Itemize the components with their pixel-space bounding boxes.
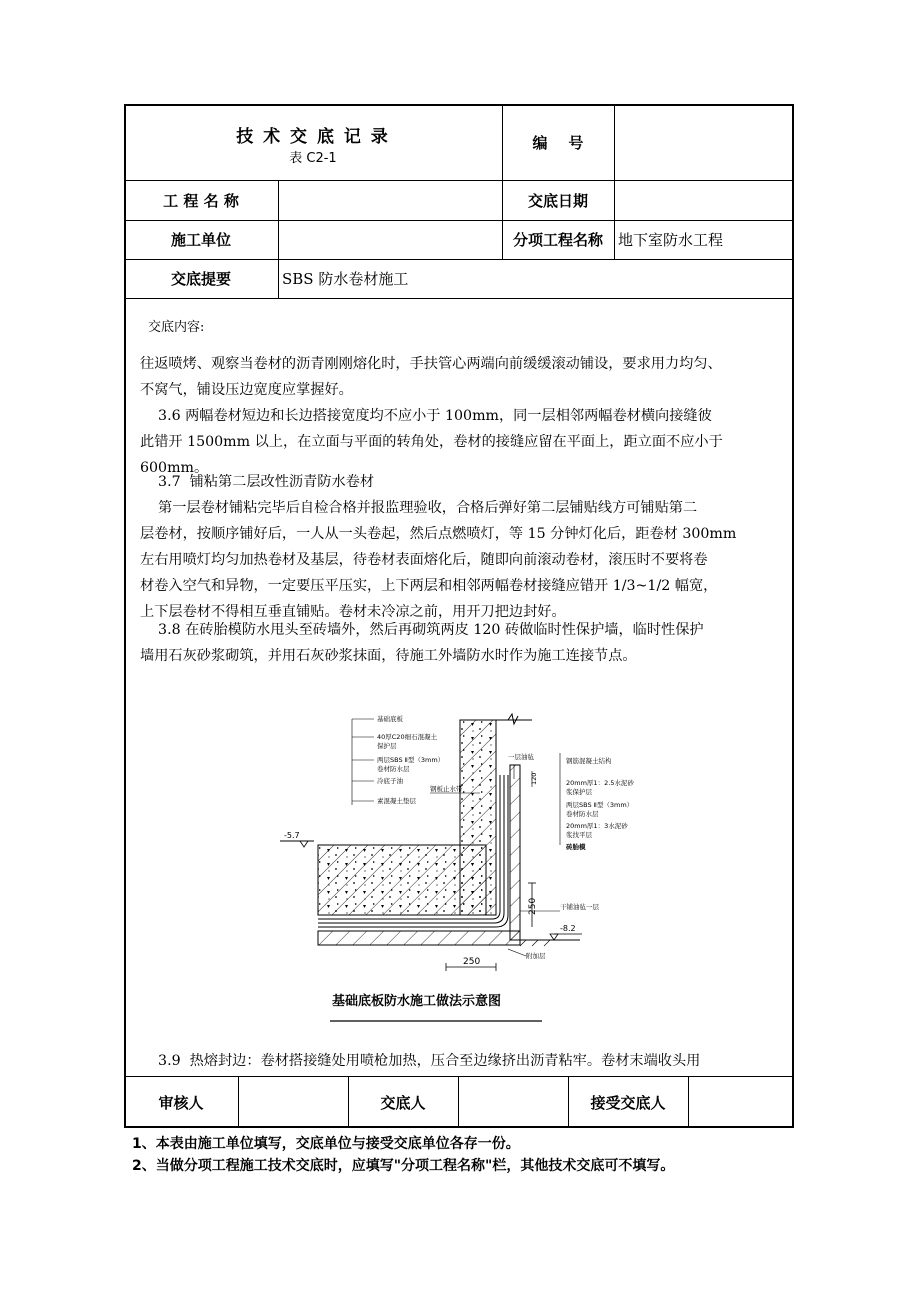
svg-text:保护层: 保护层 [377,742,397,750]
svg-text:砖胎模: 砖胎模 [566,843,586,851]
figure-caption: 基础底板防水施工做法示意图 [332,994,502,1009]
presenter-field[interactable] [458,1076,568,1128]
content-line: 往返喷烤、观察当卷材的沥青刚刚熔化时，手扶管心两端向前缓缓滚动铺设，要求用力均匀、 [140,356,722,372]
content-line: 不窝气，铺设压边宽度应掌握好。 [140,382,353,398]
svg-text:120: 120 [530,772,538,785]
svg-text:卷材防水层: 卷材防水层 [377,765,410,773]
footer-note: 1、本表由施工单位填写，交底单位与接受交底单位各存一份。 [132,1136,520,1152]
elev-top-text: -5.7 [284,831,300,840]
reviewer-field[interactable] [238,1076,348,1128]
svg-text:干铺油毡一层: 干铺油毡一层 [560,903,599,911]
project-name-field[interactable] [278,180,502,220]
project-name-label: 工 程 名 称 [163,191,239,210]
form-code: 表 C2-1 [289,151,337,166]
summary-label: 交底提要 [170,270,231,288]
svg-text:浆找平层: 浆找平层 [566,831,592,839]
elevation-marker-bottom [550,924,582,940]
number-label: 编 号 [532,133,584,152]
svg-text:卷材防水层: 卷材防水层 [566,810,599,818]
svg-text:20mm厚1：2.5水泥砂: 20mm厚1：2.5水泥砂 [566,779,634,787]
content-line: 此错开 1500mm 以上，在立面与平面的转角处，卷材的接缝应留在平面上，距立面不应小于 [140,434,723,450]
svg-text:20mm厚1：3水泥砂: 20mm厚1：3水泥砂 [566,822,628,830]
receiver-field[interactable] [688,1076,794,1128]
form-title: 技 术 交 底 记 录 [236,127,390,147]
brick-mold [510,765,520,940]
row-divider [124,298,794,299]
svg-text:250: 250 [528,897,538,915]
footer-note: 2、当做分项工程施工技术交底时，应填写"分项工程名称"栏，其他技术交底可不填写。 [132,1158,675,1174]
svg-text:基础底板: 基础底板 [377,715,403,723]
svg-text:250: 250 [463,957,481,967]
svg-text:-8.2: -8.2 [560,924,576,933]
svg-text:一层油毡: 一层油毡 [508,753,534,761]
svg-text:两层SBS Ⅱ型（3mm）: 两层SBS Ⅱ型（3mm） [377,756,445,764]
date-field[interactable] [614,180,794,220]
content-line: 600mm。 [140,460,209,476]
contractor-field[interactable] [278,220,502,259]
content-line: 3.9 热熔封边：卷材搭接缝处用喷枪加热，压合至边缘挤出沥青粘牢。卷材末端收头用 [140,1053,701,1069]
content-line: 墙用石灰砂浆砌筑，并用石灰砂浆抹面，待施工外墙防水时作为施工连接节点。 [140,648,637,664]
date-label: 交底日期 [527,191,588,210]
concrete-cushion [318,931,520,945]
content-line: 材卷入空气和异物，一定要压平压实，上下两层和相邻两幅卷材接缝应错开 1/3~1/2 幅宽， [140,578,718,594]
rc-wall-hatch [460,720,496,915]
svg-text:钢筋混凝土结构: 钢筋混凝土结构 [566,757,612,765]
svg-text:钢板止水带: 钢板止水带 [430,785,463,793]
content-line: 第一层卷材铺粘完毕后自检合格并报监理验收，合格后弹好第二层铺贴线方可铺贴第二 [140,500,698,516]
content-line: 3.8 在砖胎模防水甩头至砖墙外，然后再砌筑两皮 120 砖做临时性保护墙，临时性保护 [140,622,704,638]
svg-text:40厚C20细石混凝土: 40厚C20细石混凝土 [377,733,438,741]
subproject-label: 分项工程名称 [512,231,603,249]
svg-text:附加层: 附加层 [526,952,546,960]
content-label: 交底内容: [148,320,205,335]
content-line: 3.7 铺粘第二层改性沥青防水卷材 [140,474,375,490]
summary-field[interactable]: SBS 防水卷材施工 [282,270,409,288]
contractor-label: 施工单位 [170,231,231,249]
content-line: 层卷材，按顺序铺好后，一人从一头卷起，然后点燃喷灯，等 15 分钟灯化后，距卷材 300mm [140,526,737,542]
reviewer-label: 审核人 [158,1093,204,1112]
svg-text:两层SBS Ⅱ型（3mm）: 两层SBS Ⅱ型（3mm） [566,801,634,809]
elevation-marker-top [280,831,314,847]
receiver-label: 接受交底人 [590,1093,666,1112]
svg-text:素混凝土垫层: 素混凝土垫层 [377,797,416,805]
waterproofing-diagram [270,705,634,1035]
svg-text:冷底子油: 冷底子油 [377,777,403,785]
presenter-label: 交底人 [380,1093,426,1112]
content-line: 左右用喷灯均匀加热卷材及基层，待卷材表面熔化后，随即向前滚动卷材，滚压时不要将卷 [140,552,708,568]
content-line: 上下层卷材不得相互垂直铺贴。卷材未冷凉之前，用开刀把边封好。 [140,604,566,620]
content-line: 3.6 两幅卷材短边和长边搭接宽度均不应小于 100mm，同一层相邻两幅卷材横向接缝彼 [140,408,712,424]
number-field[interactable] [614,104,794,180]
svg-text:浆保护层: 浆保护层 [566,788,592,796]
subproject-field[interactable]: 地下室防水工程 [618,231,724,249]
